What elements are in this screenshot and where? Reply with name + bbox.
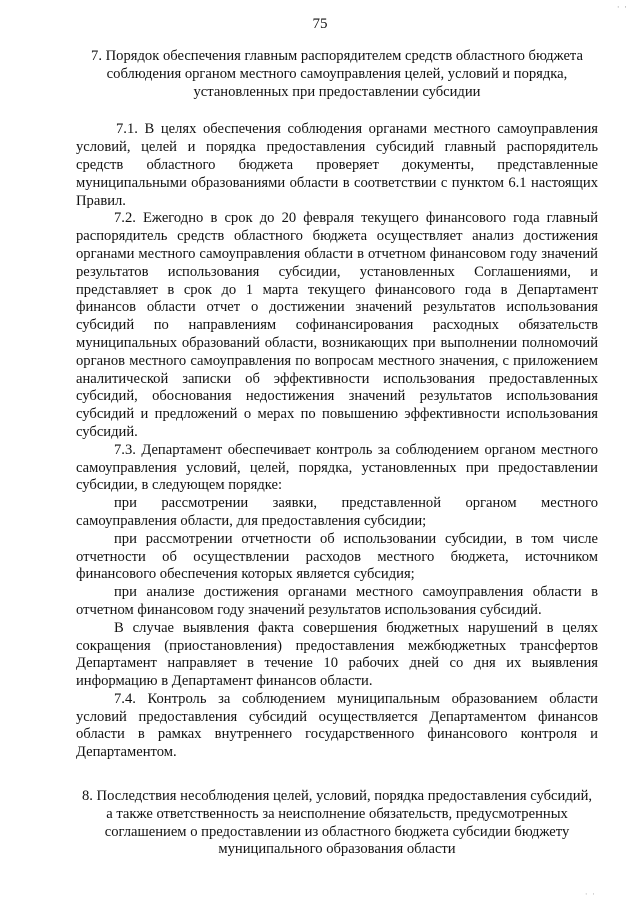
scan-corner-mark-bottom: · · <box>584 889 596 899</box>
paragraph-7-3-item-1: при рассмотрении заявки, представленной органом местного самоуправления области, для предоставления субсидии; <box>76 495 598 529</box>
paragraph-7-3: 7.3. Департамент обеспечивает контроль за соблюдением органом местного самоуправления условий, целей, порядка, установленных при предоставлении субсидии, в следующем порядке: <box>76 441 598 494</box>
section-8-heading: 8. Последствия несоблюдения целей, условий, порядка предоставления субсидий, а также ответственность за неисполнение обязательств, предусмотренных соглашением о предоставлении из областного бюджета субсидии бюджету муниципального образования области <box>81 788 593 858</box>
scan-corner-mark: · · <box>616 2 628 12</box>
paragraph-7-3-item-2: при рассмотрении отчетности об использовании субсидии, в том числе отчетности об осуществлении расходов местного бюджета, источником финансового обеспечения которых является субсидия; <box>76 530 598 583</box>
page-number: 75 <box>312 16 328 32</box>
paragraph-7-3-violations: В случае выявления факта совершения бюджетных нарушений в целях сокращения (приостановления) предоставления межбюджетных трансфертов Департамент направляет в течение 10 рабочих дней со дня их выявления информацию в Департамент финансов области. <box>76 619 598 690</box>
document-body <box>76 48 598 859</box>
section-7-heading: 7. Порядок обеспечения главным распорядителем средств областного бюджета соблюдения органом местного самоуправления целей, условий и порядка, установленных при предоставлении субсидии <box>91 48 583 100</box>
paragraph-7-4: 7.4. Контроль за соблюдением муниципальным образованием области условий предоставления субсидий осуществляется Департаментом финансов области в рамках внутреннего государственного финансового контроля и Департаментом. <box>76 690 598 761</box>
paragraph-7-3-item-3: при анализе достижения органами местного самоуправления области в отчетном финансовом году значений результатов использования субсидий. <box>76 584 598 618</box>
paragraph-7-2: 7.2. Ежегодно в срок до 20 февраля текущего финансового года главный распорядитель средств областного бюджета осуществляет анализ достижения органами местного самоуправления области в отчетном финансовом году значений результатов использования субсидии, установленных Соглашениями, и представляет в срок до 1 марта текущего финансового года в Департамент финансов области отчет о достижении значений результатов использования субсидий по направлениям софинансирования расходных обязательств муниципальных образований области, возникающих при выполнении полномочий органов местного самоуправления по вопросам местного значения, с приложением аналитической записки об эффективности использования предоставленных субсидий, обоснования недостижения значений результатов использования субсидий и предложений о мерах по повышению эффективности использования субсидий. <box>76 210 598 440</box>
paragraph-7-1: 7.1. В целях обеспечения соблюдения органами местного самоуправления условий, целей и порядка предоставления субсидий главный распорядитель средств областного бюджета проверяет документы, представленные муниципальными образованиями области в соответствии с пунктом 6.1 настоящих Правил. <box>76 121 598 209</box>
